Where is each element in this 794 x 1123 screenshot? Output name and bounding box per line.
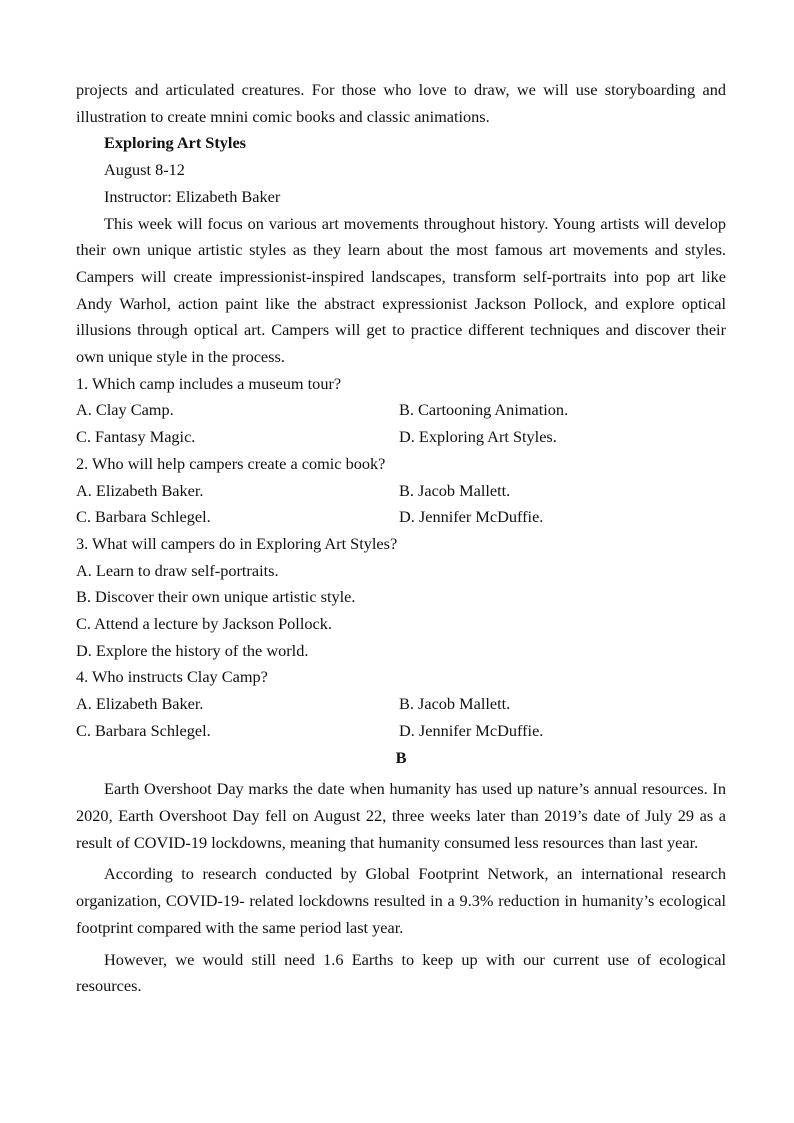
camp-dates: August 8-12 — [104, 160, 185, 180]
question-4: 4. Who instructs Clay Camp? — [76, 667, 268, 687]
question-1: 1. Which camp includes a museum tour? — [76, 373, 342, 393]
option: D. Exploring Art Styles. — [399, 427, 557, 447]
question-2: 2. Who will help campers create a comic book? — [76, 453, 386, 473]
passage-b-paragraph: According to research conducted by Global Footprint Network, an international research organization, COVID-19- related lockdowns resulted in a 9.3% reduction in humanity’s ecological footprint compared with the same period last year. — [76, 864, 726, 937]
option: D. Jennifer McDuffie. — [399, 507, 544, 527]
intro-paragraph: projects and articulated creatures. For those who love to draw, we will use storyboarding and illustration to create mnini comic books and classic animations. — [76, 80, 726, 126]
option: B. Cartooning Animation. — [399, 400, 569, 420]
camp-title: Exploring Art Styles — [104, 133, 247, 153]
option: A. Clay Camp. — [76, 400, 174, 420]
option: A. Elizabeth Baker. — [76, 480, 204, 500]
option: A. Learn to draw self-portraits. — [76, 560, 279, 580]
passage-b-paragraph: Earth Overshoot Day marks the date when humanity has used up nature’s annual resources. In 2020, Earth Overshoot Day fell on August 22, three weeks later than 2019’s date of July 29 as a result of COVID-19 lockdowns, meaning that humanity consumed less resources than last year. — [76, 779, 726, 852]
option: A. Elizabeth Baker. — [76, 694, 204, 714]
option: B. Discover their own unique artistic style. — [76, 587, 356, 607]
option: C. Fantasy Magic. — [76, 427, 196, 447]
option: B. Jacob Mallett. — [399, 480, 511, 500]
question-4-options — [76, 691, 726, 744]
option: C. Attend a lecture by Jackson Pollock. — [76, 614, 332, 634]
option: C. Barbara Schlegel. — [76, 507, 211, 527]
section-b-heading: B — [395, 747, 407, 767]
camp-instructor: Instructor: Elizabeth Baker — [104, 186, 281, 206]
passage-b-paragraph: However, we would still need 1.6 Earths to keep up with our current use of ecological resources. — [76, 949, 726, 996]
document-page — [76, 77, 726, 1000]
option: B. Jacob Mallett. — [399, 694, 511, 714]
question-2-options — [76, 478, 726, 531]
option: D. Jennifer McDuffie. — [399, 720, 544, 740]
option: C. Barbara Schlegel. — [76, 720, 211, 740]
option: D. Explore the history of the world. — [76, 640, 309, 660]
question-3: 3. What will campers do in Exploring Art Styles? — [76, 533, 398, 553]
camp-description: This week will focus on various art movements throughout history. Young artists will develop their own unique artistic styles as they learn about the most famous art movements and styles. Campers will create impressionist-inspired landscapes, transform self-portraits into pop art like Andy Warhol, action paint like the abstract expressionist Jackson Pollock, and explore optical illusions through optical art. Campers will get to practice different techniques and discover their own unique style in the process. — [76, 213, 726, 367]
question-1-options — [76, 397, 726, 450]
